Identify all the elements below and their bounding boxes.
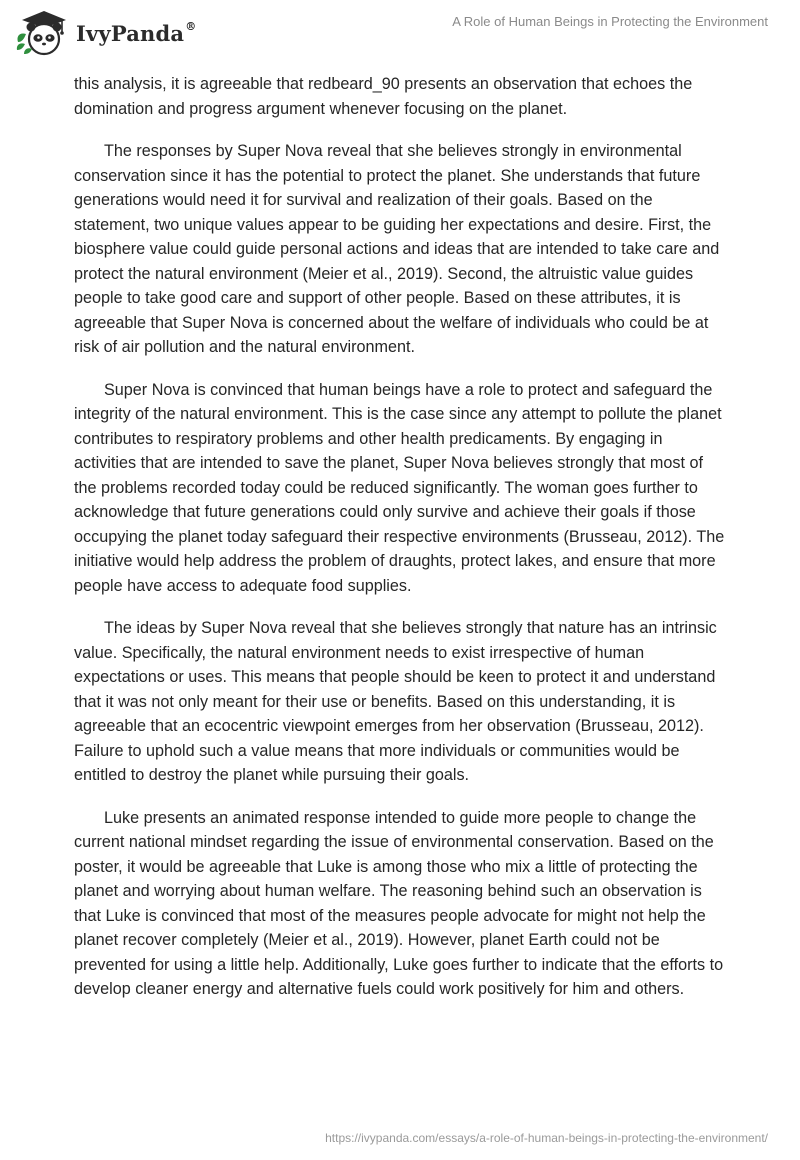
source-url: https://ivypanda.com/essays/a-role-of-human-beings-in-protecting-the-environment/ bbox=[325, 1131, 768, 1145]
document-title: A Role of Human Beings in Protecting the Environment bbox=[452, 14, 768, 29]
paragraph: The responses by Super Nova reveal that she believes strongly in environmental conservation since it has the potential to protect the planet. She understands that future generations would need it for survival and realization of their goals. Based on the statement, two unique values appear to be guiding her expectations and desire. First, the biosphere value could guide personal actions and ideas that are intended to take care and protect the natural environment (Meier et al., 2019). Second, the altruistic value guides people to take good care and support of other people. Based on these attributes, it is agreeable that Super Nova is concerned about the welfare of individuals who could be at risk of air pollution and the natural environment. bbox=[74, 142, 720, 356]
paragraph: this analysis, it is agreeable that redbeard_90 presents an observation that echoes the domination and progress argument whenever focusing on the planet. bbox=[74, 75, 693, 118]
ivypanda-logo[interactable] bbox=[14, 8, 196, 58]
paragraph: Luke presents an animated response intended to guide more people to change the current national mindset regarding the issue of environmental conservation. Based on the poster, it would be agreeable that Luke is among those who mix a little of protecting the planet and worrying about human welfare. The reasoning behind such an observation is that Luke is convinced that most of the measures people advocate for might not help the planet recover completely (Meier et al., 2019). However, planet Earth could not be prevented for using a little help. Additionally, Luke goes further to indicate that the efforts to develop cleaner energy and alternative fuels could work positively for him and others. bbox=[74, 808, 724, 998]
essay-body bbox=[74, 72, 726, 1020]
paragraph: Super Nova is convinced that human beings have a role to protect and safeguard the integrity of the natural environment. This is the case since any attempt to pollute the planet contributes to respiratory problems and other health predicaments. By engaging in activities that are intended to save the planet, Super Nova believes strongly that most of the problems recorded today could be reduced significantly. The woman goes further to acknowledge that future generations could only survive and achieve their goals if those occupying the planet today safeguard their respective environments (Brusseau, 2012). The initiative would help address the problem of draughts, protect lakes, and ensure that more people have access to adequate food supplies. bbox=[74, 380, 725, 595]
paragraph: The ideas by Super Nova reveal that she believes strongly that nature has an intrinsic value. Specifically, the natural environment needs to exist irrespective of human expectations or uses. This means that people should be keen to protect it and understand that it was not only meant for their use or benefits. Based on this understanding, it is agreeable that an ecocentric viewpoint emerges from her observation (Brusseau, 2012). Failure to uphold such a value means that more individuals or communities would be entitled to destroy the planet while pursuing their goals. bbox=[74, 619, 717, 784]
brand-name: IvyPanda® bbox=[76, 19, 197, 46]
panda-logo-icon bbox=[14, 8, 70, 58]
page-header bbox=[0, 0, 800, 60]
